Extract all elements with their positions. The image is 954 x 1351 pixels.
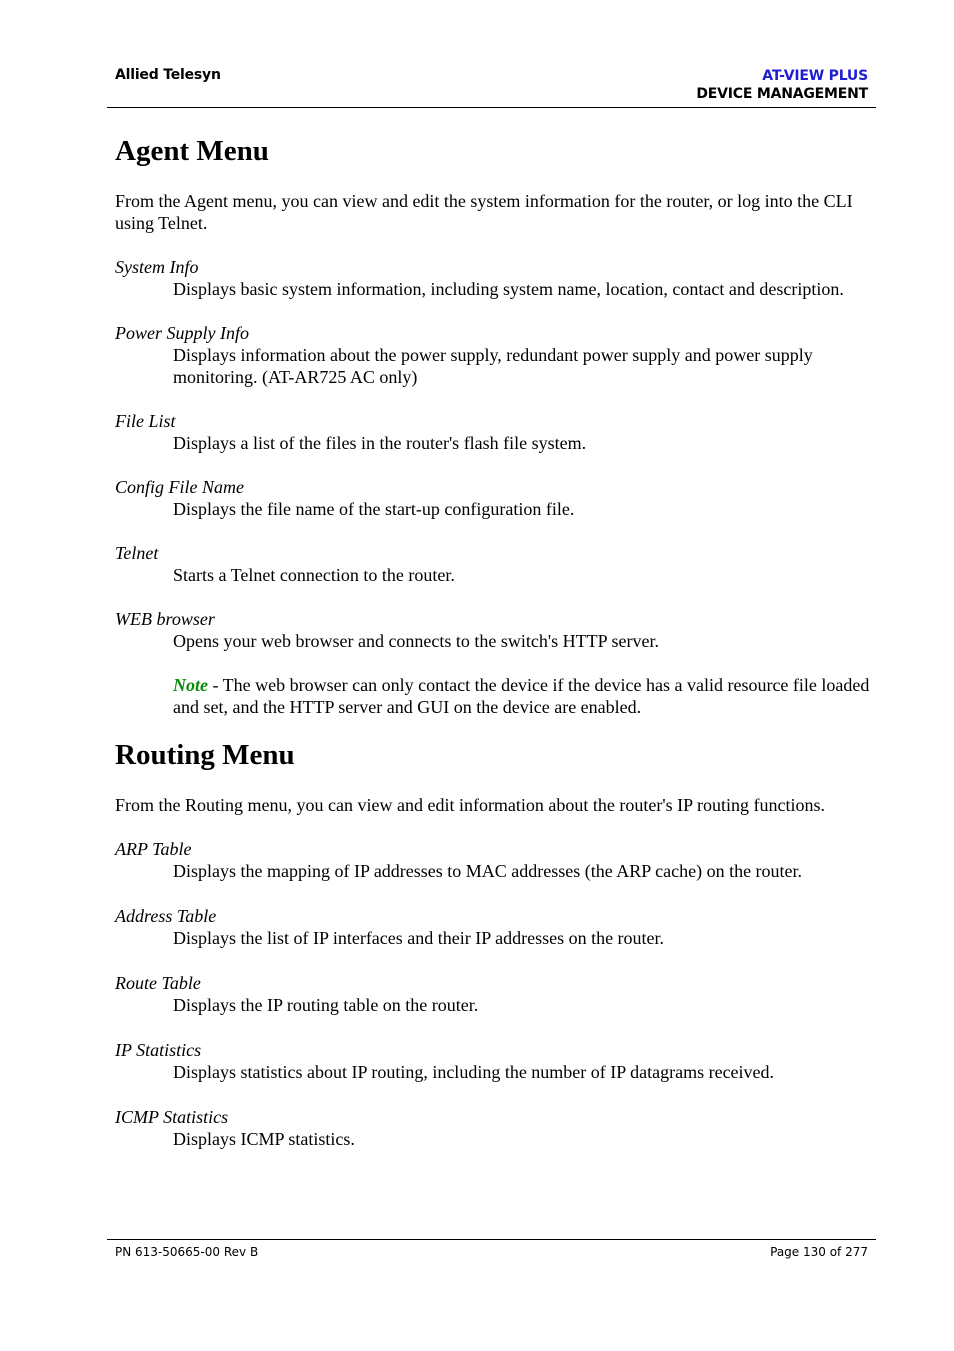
- term-route-table: Route Table: [115, 973, 201, 993]
- header-section: DEVICE MANAGEMENT: [696, 86, 868, 102]
- routing-menu-heading: Routing Menu: [115, 739, 295, 771]
- term-power-supply-info: Power Supply Info: [115, 323, 249, 343]
- desc-ip-statistics: Displays statistics about IP routing, including the number of IP datagrams received.: [173, 1062, 775, 1082]
- desc-route-table: Displays the IP routing table on the router.: [173, 995, 479, 1015]
- desc-file-list: Displays a list of the files in the router's flash file system.: [173, 433, 587, 453]
- term-icmp-statistics: ICMP Statistics: [115, 1107, 229, 1127]
- term-file-list: File List: [115, 411, 176, 431]
- term-web-browser: WEB browser: [115, 609, 215, 629]
- header-company: Allied Telesyn: [115, 67, 221, 83]
- routing-intro: From the Routing menu, you can view and edit information about the router's IP routing functions.: [115, 795, 825, 815]
- header-rule: [107, 107, 876, 108]
- footer-page-number: Page 130 of 277: [770, 1245, 868, 1259]
- note-paragraph: [173, 674, 875, 718]
- term-address-table: Address Table: [115, 906, 217, 926]
- note-text: - The web browser can only contact the device if the device has a valid resource file loaded and set, and the HTTP server and GUI on the device are enabled.: [173, 675, 870, 717]
- term-arp-table: ARP Table: [115, 839, 192, 859]
- desc-telnet: Starts a Telnet connection to the router.: [173, 565, 455, 585]
- header-product: AT-VIEW PLUS: [762, 68, 868, 84]
- term-system-info: System Info: [115, 257, 199, 277]
- desc-web-browser: Opens your web browser and connects to the switch's HTTP server.: [173, 631, 659, 651]
- term-ip-statistics: IP Statistics: [115, 1040, 202, 1060]
- agent-intro: From the Agent menu, you can view and edit the system information for the router, or log into the CLI using Telnet.: [115, 191, 853, 233]
- desc-address-table: Displays the list of IP interfaces and their IP addresses on the router.: [173, 928, 665, 948]
- desc-power-supply-info: Displays information about the power supply, redundant power supply and power supply monitoring. (AT-AR725 AC only): [173, 345, 813, 387]
- desc-system-info: Displays basic system information, including system name, location, contact and description.: [173, 279, 844, 299]
- desc-icmp-statistics: Displays ICMP statistics.: [173, 1129, 355, 1149]
- agent-menu-heading: Agent Menu: [115, 135, 269, 167]
- desc-arp-table: Displays the mapping of IP addresses to MAC addresses (the ARP cache) on the router.: [173, 861, 803, 881]
- page-body: [115, 132, 875, 1150]
- term-telnet: Telnet: [115, 543, 159, 563]
- footer-rule: [107, 1239, 876, 1240]
- desc-config-file-name: Displays the file name of the start-up configuration file.: [173, 499, 575, 519]
- note-label: Note: [173, 675, 208, 695]
- header-title-block: [696, 67, 868, 103]
- term-config-file-name: Config File Name: [115, 477, 244, 497]
- footer-part-number: PN 613-50665-00 Rev B: [115, 1245, 259, 1259]
